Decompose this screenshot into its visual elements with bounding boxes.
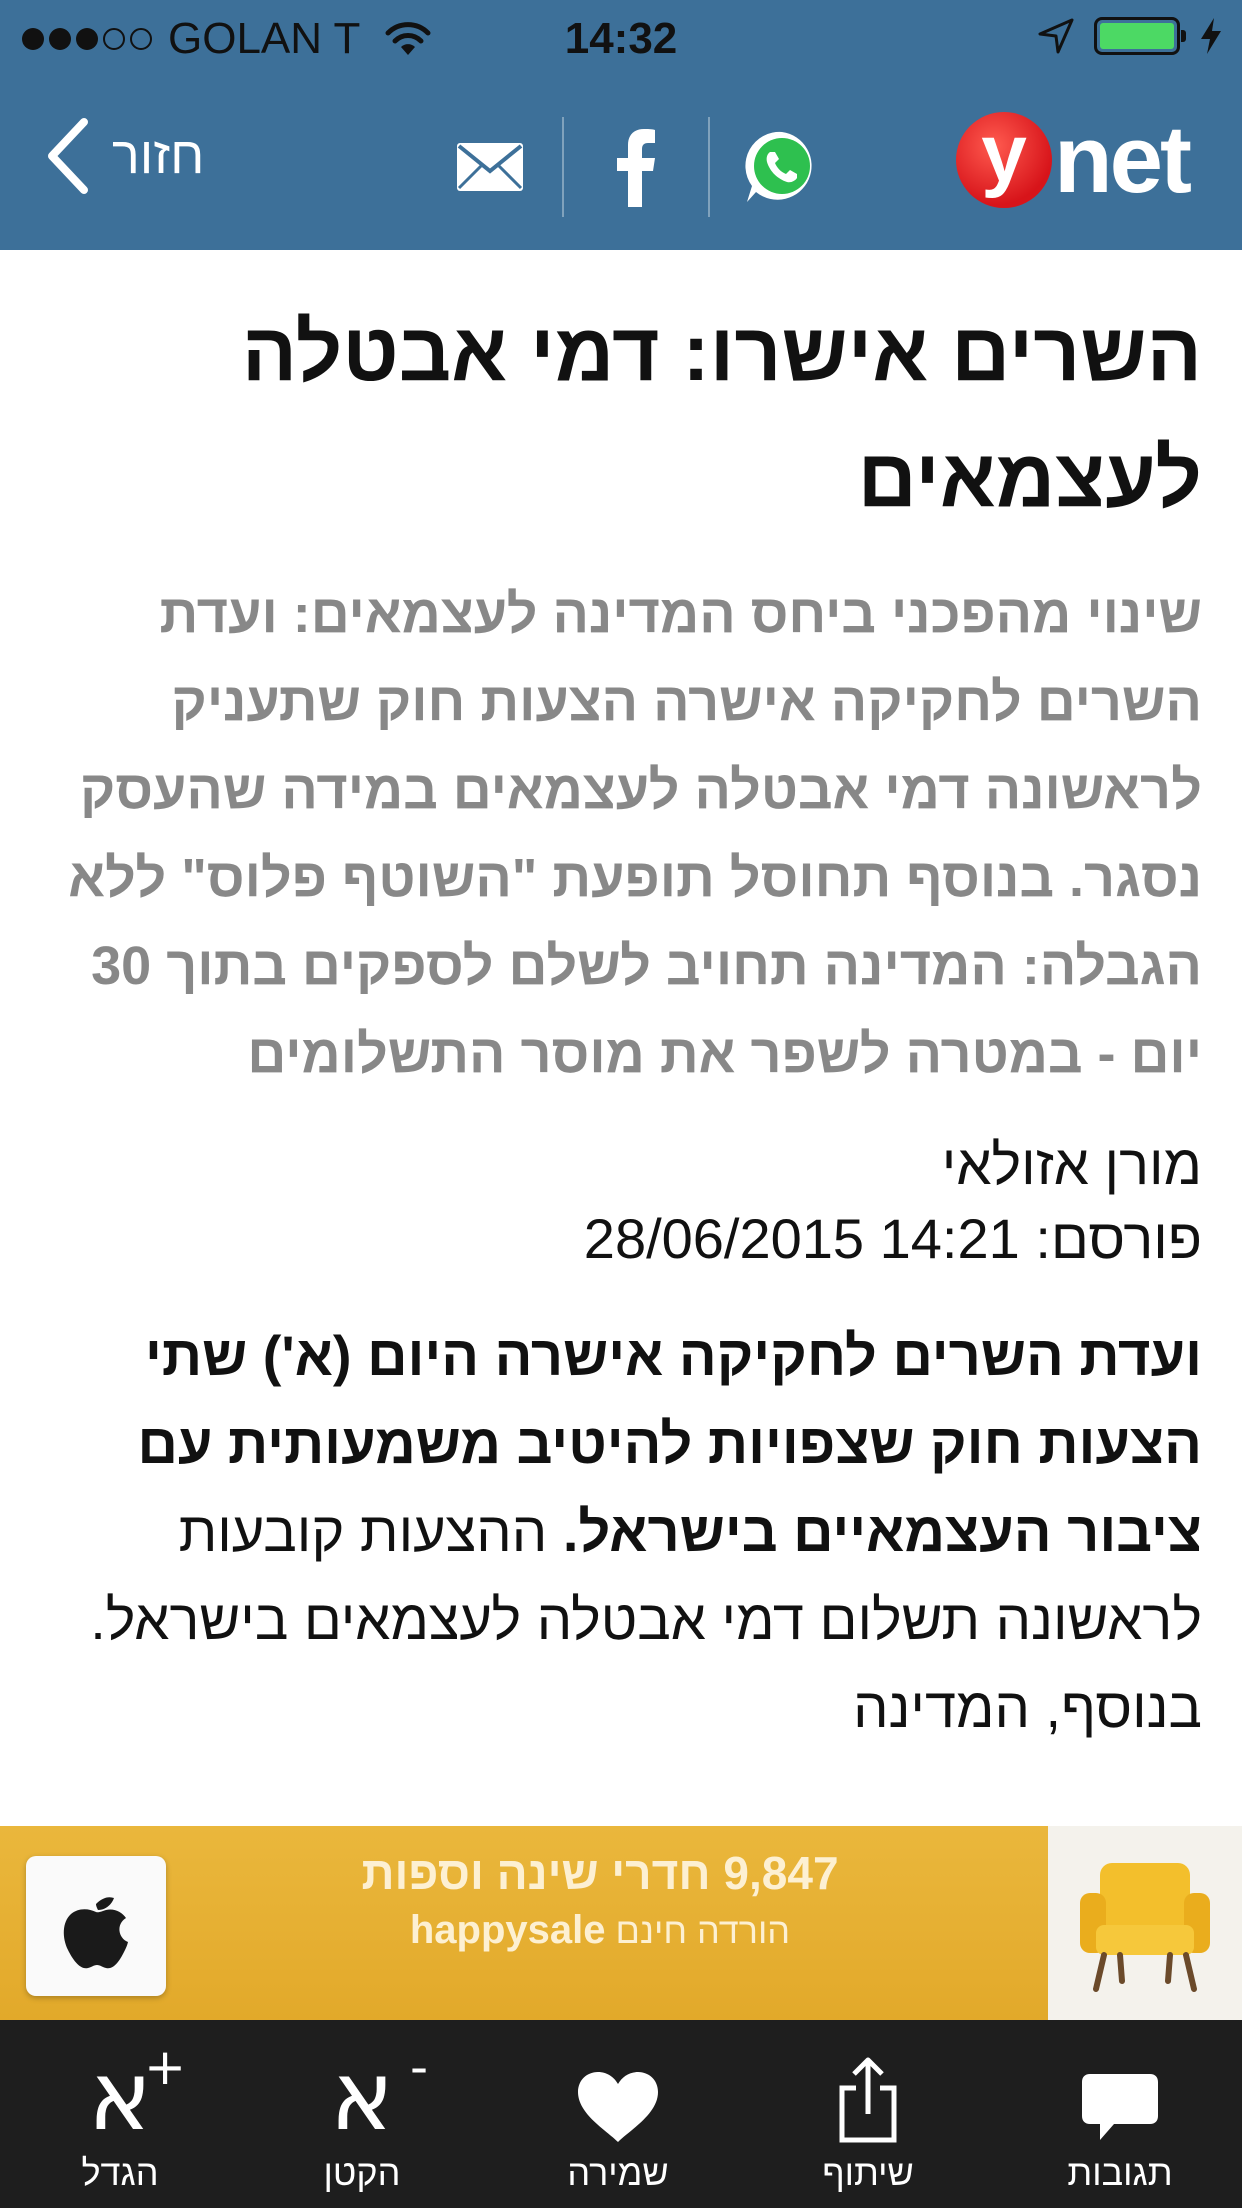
article-publish-date bbox=[60, 1202, 1202, 1276]
charging-bolt-icon bbox=[1198, 16, 1224, 56]
facebook-icon bbox=[616, 127, 656, 207]
whatsapp-share-button[interactable] bbox=[722, 102, 842, 232]
font-decrease-button[interactable] bbox=[262, 2020, 462, 2208]
published-value: 28/06/2015 14:21 bbox=[583, 1207, 1020, 1270]
save-button[interactable] bbox=[518, 2020, 718, 2208]
share-icon bbox=[836, 2054, 900, 2144]
ad-banner[interactable] bbox=[0, 1826, 1242, 2020]
ad-text bbox=[250, 1846, 950, 1953]
article-author[interactable]: מורן אזולאי bbox=[941, 1133, 1202, 1196]
font-decrease-icon bbox=[329, 2034, 429, 2152]
battery-icon bbox=[1094, 17, 1180, 55]
comment-icon bbox=[1080, 2072, 1160, 2144]
armchair-icon bbox=[1070, 1853, 1220, 1993]
logo-y: y bbox=[956, 112, 1052, 208]
back-label: חזור bbox=[112, 127, 205, 185]
comments-button[interactable] bbox=[1020, 2020, 1220, 2208]
nav-bar bbox=[0, 84, 1242, 250]
share-label: שיתוף bbox=[822, 2152, 914, 2193]
font-increase-glyph: א bbox=[87, 2040, 153, 2152]
divider bbox=[562, 117, 564, 217]
apple-icon bbox=[56, 1880, 136, 1972]
chevron-left-icon bbox=[44, 116, 92, 196]
font-decrease-glyph: א bbox=[329, 2040, 395, 2152]
logo-net: net bbox=[1054, 106, 1189, 213]
whatsapp-icon bbox=[743, 128, 821, 206]
status-time: 14:32 bbox=[564, 14, 678, 63]
font-increase-modifier: + bbox=[144, 2038, 187, 2096]
heart-icon bbox=[576, 2070, 660, 2144]
share-button[interactable] bbox=[768, 2020, 968, 2208]
article-subheadline: שינוי מהפכני ביחס המדינה לעצמאים: ועדת השרים לחקיקה אישרה הצעות חוק שתעניק לראשונה דמי אבטלה לעצמאים במידה שהעסק נסגר. בנוסף תחוסל תופעת "השוטף פלוס" ללא הגבלה: המדינה תחויב לשלם לספקים בתוך 30 יום - במטרה לשפר את מוסר התשלומים bbox=[68, 584, 1202, 1084]
bottom-toolbar bbox=[0, 2020, 1242, 2208]
apple-store-button[interactable] bbox=[26, 1856, 166, 1996]
ad-subline bbox=[250, 1908, 950, 1953]
font-increase-label: הגדל bbox=[81, 2152, 159, 2193]
facebook-share-button[interactable] bbox=[576, 102, 696, 232]
article-body bbox=[60, 1312, 1202, 1752]
status-bar bbox=[0, 0, 1242, 84]
carrier-name: GOLAN T bbox=[168, 14, 361, 63]
ad-brand: happysale bbox=[409, 1908, 606, 1952]
font-increase-icon bbox=[87, 2034, 187, 2152]
save-label: שמירה bbox=[567, 2152, 669, 2193]
article-lead-bold: ועדת השרים לחקיקה אישרה היום (א') שתי הצעות חוק שצפויות להיטיב משמעותית עם ציבור העצמאיים בישראל. bbox=[137, 1324, 1202, 1563]
ad-product-image bbox=[1048, 1826, 1242, 2020]
ad-headline: 9,847 חדרי שינה וספות bbox=[361, 1847, 839, 1899]
location-arrow-icon bbox=[1036, 16, 1076, 56]
font-decrease-label: הקטן bbox=[323, 2152, 401, 2193]
mail-share-button[interactable] bbox=[430, 102, 550, 232]
divider bbox=[708, 117, 710, 217]
share-group bbox=[430, 102, 842, 232]
article bbox=[60, 290, 1202, 1752]
article-lead-text: ההצעות קובעות לראשונה תשלום דמי אבטלה לעצמאים בישראל. בנוסף, המדינה bbox=[90, 1500, 1202, 1739]
ynet-logo[interactable] bbox=[956, 106, 1189, 213]
back-button[interactable] bbox=[44, 116, 204, 196]
ad-main bbox=[0, 1826, 1048, 2020]
article-headline: השרים אישרו: דמי אבטלה לעצמאים bbox=[241, 307, 1202, 524]
mail-icon bbox=[455, 141, 525, 193]
published-label: פורסם: bbox=[1035, 1207, 1202, 1270]
font-decrease-modifier: - bbox=[410, 2038, 429, 2096]
font-increase-button[interactable] bbox=[20, 2020, 220, 2208]
ad-download-text: הורדה חינם bbox=[615, 1910, 791, 1951]
status-right bbox=[1036, 16, 1224, 56]
comments-label: תגובות bbox=[1067, 2152, 1173, 2193]
